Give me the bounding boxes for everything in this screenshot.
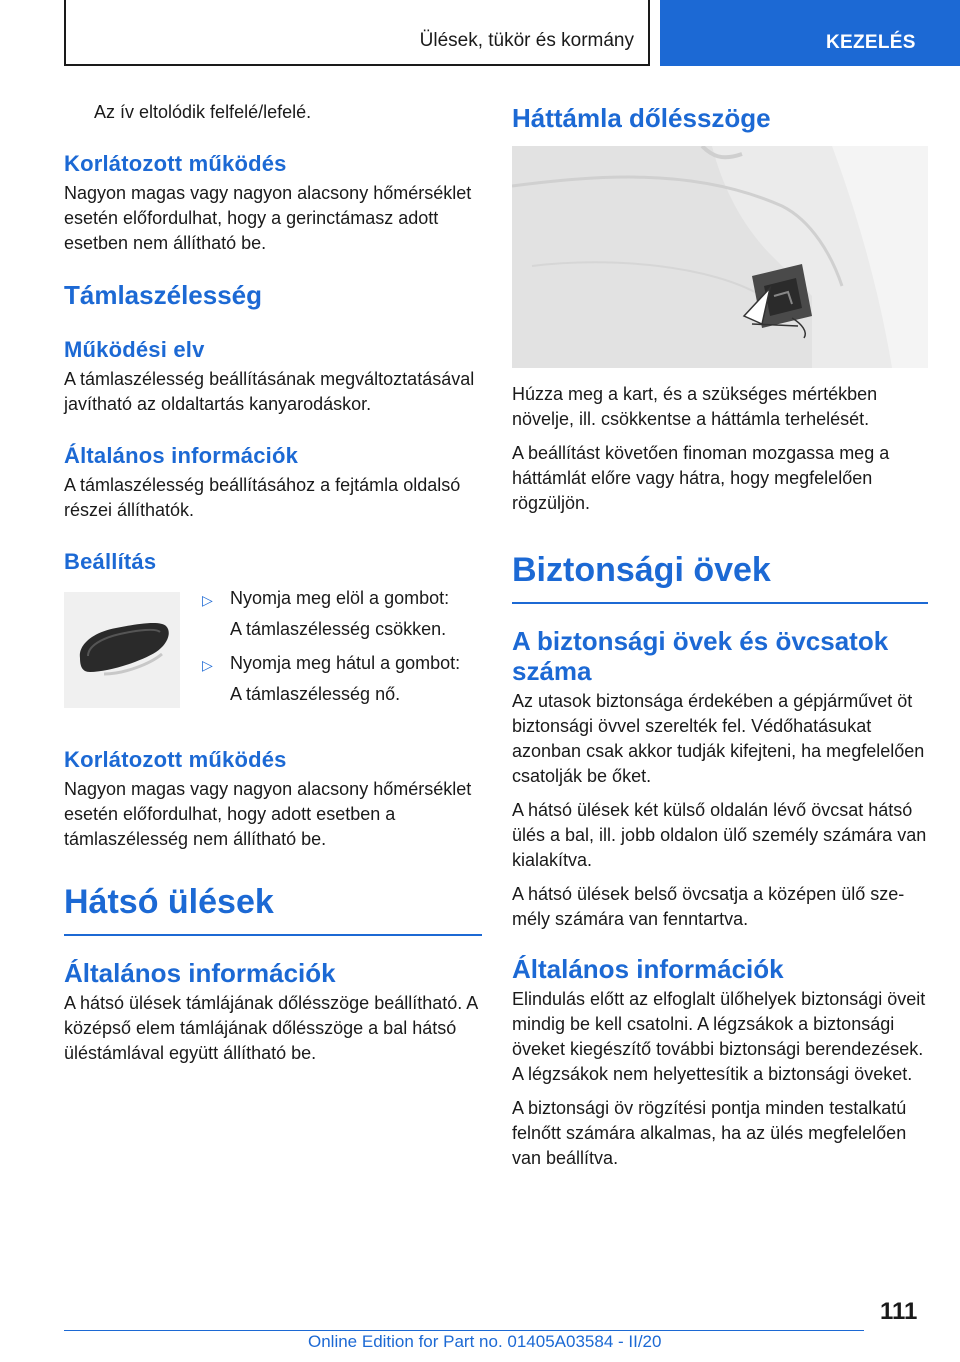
backrest-angle-heading: Háttámla dőlésszöge — [512, 103, 771, 133]
right-column — [512, 102, 928, 1180]
triangle-icon: ▷ — [202, 592, 213, 608]
header-section-box — [64, 0, 650, 66]
general-info-text-2: A hátsó ülések támlájának dőlésszöge beállítható. A középső elem támlájának dőlésszöge a bal hátsó üléstámlával együtt állítható be. — [64, 993, 478, 1063]
general-info-text-1: A támlaszélesség beállításához a fejtámla oldalsó részei állíthatók. — [64, 475, 461, 520]
setting-row — [64, 586, 482, 716]
bullet-item — [202, 586, 482, 613]
general-info-heading-2: Általános információk — [64, 958, 336, 988]
bullet-result: A támlaszélesség csökken. — [230, 619, 447, 639]
bullet-item — [202, 651, 482, 678]
limited-function-text-1: Nagyon magas vagy nagyon alacsony hőmérséklet esetén előfordulhat, hogy a gerinctámasz adott esetben nem állítható be. — [64, 183, 472, 253]
intro-text: Az ív eltolódik felfelé/lefelé. — [94, 102, 312, 122]
seat-width-button-icon — [64, 592, 180, 708]
backrest-text-1: Húzza meg a kart, és a szükséges mértékben növelje, ill. csökkentse a háttámla terhelését. — [512, 384, 878, 429]
limited-function-text-2: Nagyon magas vagy nagyon alacsony hőmérséklet esetén előfordulhat, hogy adott esetben a támlaszélesség nem állítható be. — [64, 779, 472, 849]
belt-count-text-3: A hátsó ülések belső övcsatja a középen ülő személy számára van fenntartva. — [512, 884, 905, 929]
belt-count-text-1: Az utasok biztonsága érdekében a gépjárművet öt biztonsági övvel szerelték fel. Védőhatásukat azonban csak akkor tudják kifejteni, ha megfelelően csatolják be őket. — [512, 691, 925, 786]
principle-text: A támlaszélesség beállításának megváltoztatásával javítható az oldaltartás kanyarodáskor. — [64, 369, 475, 414]
header-section-title: Ülések, tükör és kormány — [419, 30, 634, 51]
bullet-action: Nyomja meg elöl a gombot: — [230, 588, 450, 608]
general-info-heading-3: Általános információk — [512, 954, 784, 984]
header-chapter-tab — [660, 0, 960, 66]
backrest-width-heading: Támlaszélesség — [64, 280, 263, 310]
limited-function-heading-2: Korlátozott működés — [64, 747, 287, 772]
limited-function-heading-1: Korlátozott működés — [64, 151, 287, 176]
general-info-text-3a: Elindulás előtt az elfoglalt ülőhelyek biztonsági öveit mindig be kell csatolni. A légzsákok a biztonsági öveket kiegészítő további biztonsági berendezések. A légzsákok nem helyettesítik a biztonsági öveket. — [512, 989, 926, 1084]
backrest-lever-illustration — [512, 146, 928, 368]
general-info-text-3b: A biztonsági öv rögzítési pontja minden testalkatú felnőtt számára alkalmas, ha az ülés megfelelően van beállítva. — [512, 1098, 907, 1168]
seat-belts-heading: Biztonsági övek — [512, 550, 928, 604]
triangle-icon: ▷ — [202, 657, 213, 673]
left-column — [64, 100, 482, 1075]
principle-heading: Működési elv — [64, 337, 205, 362]
bullet-result: A támlaszélesség nő. — [230, 684, 401, 704]
footer-divider — [64, 1330, 864, 1331]
footer-edition: Online Edition for Part no. 01405A03584 - II/20 — [308, 1332, 662, 1351]
belt-count-heading: A biztonsági övek és övcsatok száma — [512, 626, 889, 686]
rear-seats-heading: Hátsó ülések — [64, 882, 482, 936]
setting-heading: Beállítás — [64, 549, 157, 574]
header-chapter-label: KEZELÉS — [826, 32, 916, 53]
belt-count-text-2: A hátsó ülések két külső oldalán lévő övcsat hátsó ülés a bal, ill. jobb oldalon ülő személy számára van kialakítva. — [512, 800, 927, 870]
setting-bullets — [202, 586, 482, 716]
width-button-photo — [64, 592, 180, 708]
backrest-text-2: A beállítást követően finoman mozgassa meg a háttámlát előre vagy hátra, hogy megfelelően rögzüljön. — [512, 443, 890, 513]
bullet-action: Nyomja meg hátul a gombot: — [230, 653, 461, 673]
backrest-lever-photo — [512, 146, 928, 368]
general-info-heading-1: Általános információk — [64, 443, 299, 468]
page-number: 111 — [880, 1298, 918, 1325]
